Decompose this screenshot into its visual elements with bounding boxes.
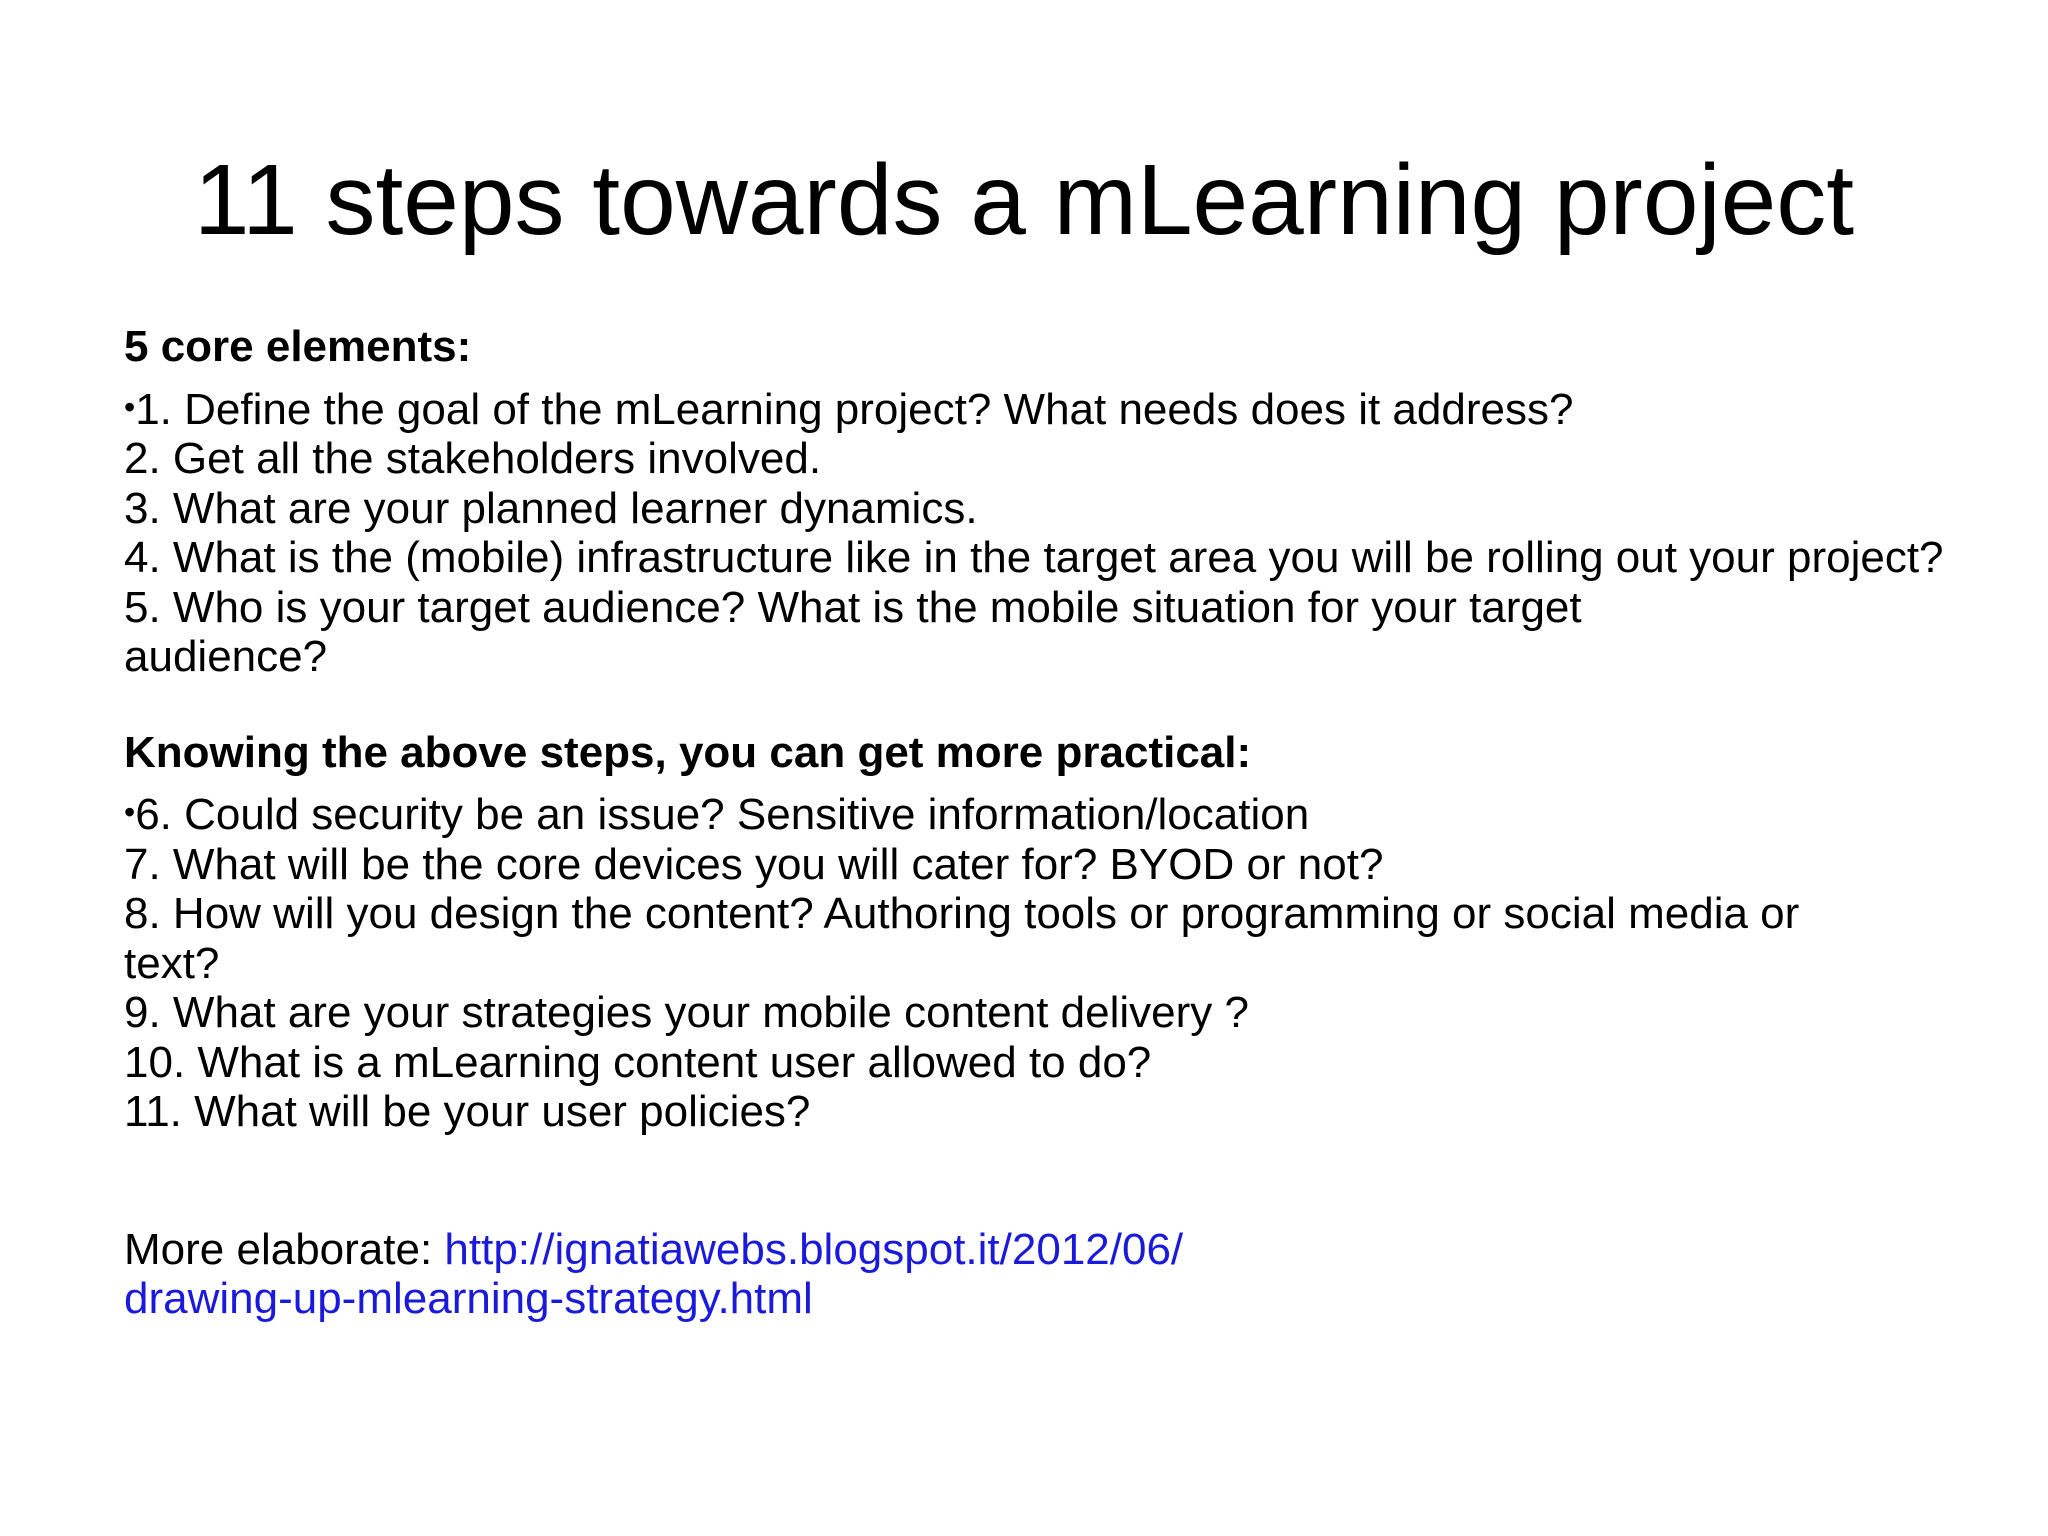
footer-reference-continued (124, 1274, 1964, 1324)
list-item-step-1: • 1. Define the goal of the mLearning project? What needs does it address? (124, 383, 1964, 435)
list-item-step-6: • 6. Could security be an issue? Sensitive information/location (124, 788, 1964, 840)
spacer (124, 682, 1964, 728)
list-item-step-10: 10. What is a mLearning content user allowed to do? (124, 1037, 1152, 1087)
list-item-step-7: 7. What will be the core devices you will cater for? BYOD or not? (124, 839, 1384, 889)
reference-link-part-1[interactable]: http://ignatiawebs.blogspot.it/2012/06/ (444, 1224, 1184, 1274)
list-item-step-8: 8. How will you design the content? Authoring tools or programming or social media or text? (124, 889, 1800, 988)
section-heading-core-elements: 5 core elements: (124, 322, 472, 371)
slide-title: 11 steps towards a mLearning project (193, 144, 1855, 256)
list-item-step-9: 9. What are your strategies your mobile content delivery ? (124, 988, 1249, 1037)
list-item-step-3: 3. What are your planned learner dynamics. (124, 483, 978, 533)
footer-reference (124, 1225, 1964, 1275)
list-item-step-4: 4. What is the (mobile) infrastructure like in the target area you will be rolling out your project? (124, 533, 1944, 582)
footer-label: More elaborate: (124, 1224, 445, 1274)
list-item-step-5: 5. Who is your target audience? What is the mobile situation for your target audience? (124, 582, 1582, 681)
spacer (124, 1137, 1964, 1225)
list-item-step-11: 11. What will be your user policies? (124, 1087, 811, 1136)
list-item-step-2: 2. Get all the stakeholders involved. (124, 434, 822, 483)
reference-link-part-2[interactable]: drawing-up-mlearning-strategy.html (124, 1274, 813, 1323)
slide-body (124, 322, 1964, 1324)
section-heading-practical: Knowing the above steps, you can get more practical: (124, 727, 1252, 777)
